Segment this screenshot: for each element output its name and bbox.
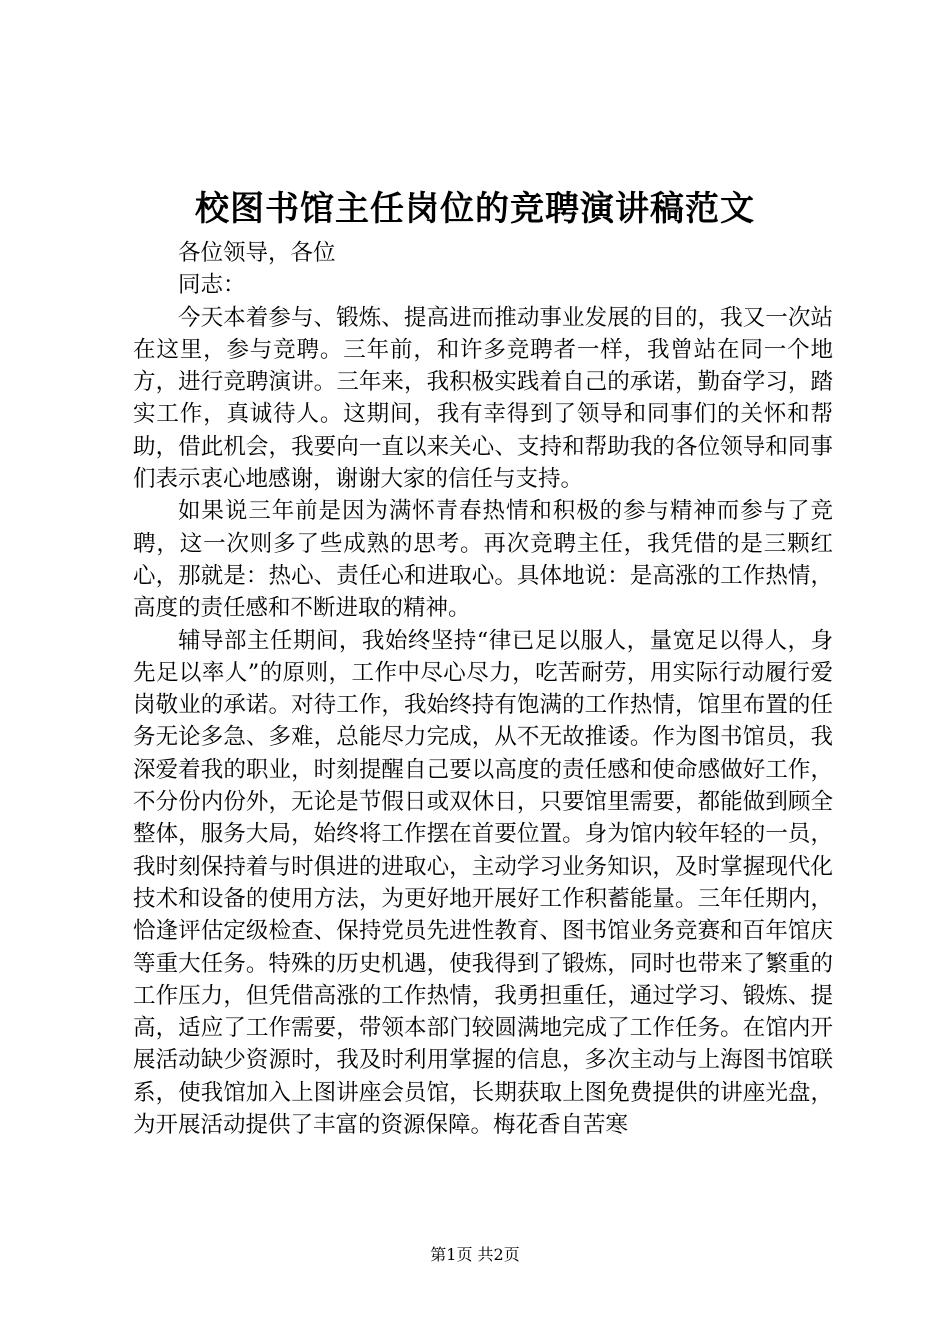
paragraph-2: 如果说三年前是因为满怀青春热情和积极的参与精神而参与了竞聘，这一次则多了些成熟的思考。再次竞聘主任，我凭借的是三颗红心，那就是：热心、责任心和进取心。具体地说：是高涨的工作热情，高度的责任感和不断进取的精神。: [133, 498, 833, 622]
document-title: 校图书馆主任岗位的竞聘演讲稿范文: [195, 189, 755, 229]
salutation-line-2: 同志：: [178, 272, 246, 299]
paragraph-1: 今天本着参与、锻炼、提高进而推动事业发展的目的，我又一次站在这里，参与竞聘。三年前，和许多竞聘者一样，我曾站在同一个地方，进行竞聘演讲。三年来，我积极实践着自己的承诺，勤奋学习，踏实工作，真诚待人。这期间，我有幸得到了领导和同事们的关怀和帮助，借此机会，我要向一直以来关心、支持和帮助我的各位领导和同事们表示衷心地感谢，谢谢大家的信任与支持。: [133, 304, 833, 493]
salutation-line-1: 各位领导，各位: [178, 240, 336, 266]
paragraph-3: 辅导部主任期间，我始终坚持“律已足以服人，量宽足以得人，身先足以率人”的原则，工作中尽心尽力，吃苦耐劳，用实际行动履行爱岗敬业的承诺。对待工作，我始终持有饱满的工作热情，馆里布置的任务无论多急、多难，总能尽力完成，从不无故推诿。作为图书馆员，我深爱着我的职业，时刻提醒自己要以高度的责任感和使命感做好工作，不分份内份外，无论是节假日或双休日，只要馆里需要，都能做到顾全整体，服务大局，始终将工作摆在首要位置。身为馆内较年轻的一员，我时刻保持着与时俱进的进取心，主动学习业务知识，及时掌握现代化技术和设备的使用方法，为更好地开展好工作积蓄能量。三年任期内，恰逢评估定级检查、保持党员先进性教育、图书馆业务竞赛和百年馆庆等重大任务。特殊的历史机遇，使我得到了锻炼，同时也带来了繁重的工作压力，但凭借高涨的工作热情，我勇担重任，通过学习、锻炼、提高，适应了工作需要，带领本部门较圆满地完成了工作任务。在馆内开展活动缺少资源时，我及时利用掌握的信息，多次主动与上海图书馆联系，使我馆加入上图讲座会员馆，长期获取上图免费提供的讲座光盘，为开展活动提供了丰富的资源保障。梅花香自苦寒: [133, 627, 833, 1139]
document-body: [133, 237, 833, 1141]
page-footer: 第1页 共2页: [430, 1245, 520, 1264]
